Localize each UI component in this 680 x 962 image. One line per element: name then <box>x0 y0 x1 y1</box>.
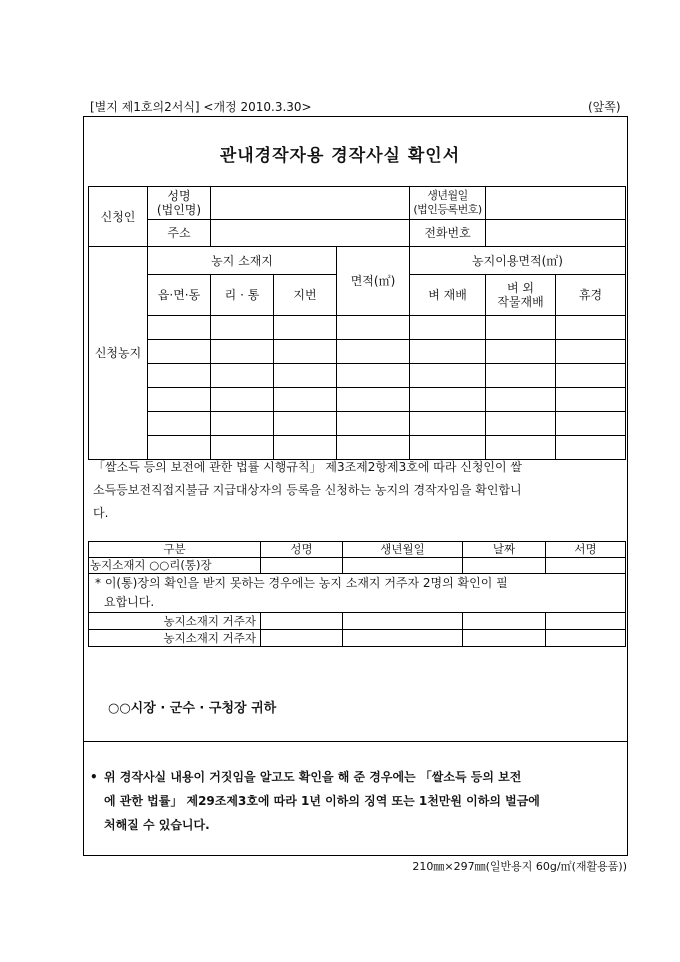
usage-label: 농지이용면적(㎡) <box>410 247 626 275</box>
birth-label-line2: (법인등록번호) <box>413 203 482 216</box>
cell[interactable] <box>486 340 556 364</box>
cell[interactable] <box>337 412 410 436</box>
cell[interactable] <box>274 364 337 388</box>
resident-label: 농지소재지 거주자 <box>89 630 261 647</box>
cell[interactable] <box>211 412 274 436</box>
cell[interactable] <box>556 316 626 340</box>
cell[interactable] <box>274 412 337 436</box>
phone-label: 전화번호 <box>410 220 486 247</box>
farmland-row <box>89 340 626 364</box>
birth-label-line1: 생년월일 <box>427 189 468 202</box>
cell[interactable] <box>463 613 546 630</box>
address-value[interactable] <box>211 220 410 247</box>
col-date: 날짜 <box>463 542 546 558</box>
applicant-table <box>88 186 626 460</box>
cell[interactable] <box>556 412 626 436</box>
cell[interactable] <box>261 630 343 647</box>
cell[interactable] <box>486 316 556 340</box>
cell[interactable] <box>148 340 211 364</box>
cell[interactable] <box>274 388 337 412</box>
birth-value[interactable] <box>486 187 626 220</box>
cell[interactable] <box>337 364 410 388</box>
divider <box>83 741 628 742</box>
cell[interactable] <box>211 340 274 364</box>
area-label: 면적(㎡) <box>337 247 410 316</box>
cell[interactable] <box>261 613 343 630</box>
cell[interactable] <box>211 316 274 340</box>
applicant-label: 신청인 <box>89 187 148 247</box>
col-sign: 서명 <box>546 542 626 558</box>
cell[interactable] <box>556 364 626 388</box>
warning <box>90 765 540 837</box>
page-side: (앞쪽) <box>588 100 621 114</box>
cell[interactable] <box>463 630 546 647</box>
cell[interactable] <box>261 558 343 574</box>
cell[interactable] <box>337 340 410 364</box>
cell[interactable] <box>337 388 410 412</box>
statement <box>93 456 522 525</box>
cell[interactable] <box>274 316 337 340</box>
cell[interactable] <box>211 388 274 412</box>
birth-label <box>410 187 486 220</box>
farmland-row <box>89 364 626 388</box>
cell[interactable] <box>343 558 463 574</box>
cell[interactable] <box>486 412 556 436</box>
cell[interactable] <box>486 388 556 412</box>
col-rice: 벼 재배 <box>410 275 486 316</box>
col-jibun: 지번 <box>274 275 337 316</box>
cell[interactable] <box>486 364 556 388</box>
address-label: 주소 <box>148 220 211 247</box>
cell[interactable] <box>410 316 486 340</box>
col-category: 구분 <box>89 542 261 558</box>
confirm-table <box>88 541 626 647</box>
statement-line: 다. <box>93 506 109 520</box>
col-eup: 읍·면·동 <box>148 275 211 316</box>
farmland-label: 신청농지 <box>89 247 148 460</box>
statement-line: 소득등보전직접지불금 지급대상자의 등록을 신청하는 농지의 경작자임을 확인합니 <box>93 483 522 497</box>
farmland-row <box>89 388 626 412</box>
location-label: 농지 소재지 <box>148 247 337 275</box>
cell[interactable] <box>148 388 211 412</box>
farmland-row <box>89 412 626 436</box>
phone-value[interactable] <box>486 220 626 247</box>
statement-line: 「쌀소득 등의 보전에 관한 법률 시행규칙」 제3조제2항제3호에 따라 신청인이 쌀 <box>93 460 522 474</box>
cell[interactable] <box>410 340 486 364</box>
col-ri: 리 · 통 <box>211 275 274 316</box>
cell[interactable] <box>556 340 626 364</box>
resident-label: 농지소재지 거주자 <box>89 613 261 630</box>
cell[interactable] <box>556 436 626 460</box>
col-birth: 생년월일 <box>343 542 463 558</box>
form-id: [별지 제1호의2서식] <개정 2010.3.30> <box>90 100 312 114</box>
cell[interactable] <box>211 364 274 388</box>
note-line: 요합니다. <box>104 595 155 609</box>
note <box>89 574 626 613</box>
cell[interactable] <box>546 558 626 574</box>
paper-spec: 210㎜×297㎜(일반용지 60g/㎡(재활용품)) <box>412 860 627 873</box>
col-other-crops <box>486 275 556 316</box>
cell[interactable] <box>546 630 626 647</box>
col-name: 성명 <box>261 542 343 558</box>
page-title: 관내경작자용 경작사실 확인서 <box>219 146 461 166</box>
note-line: * 이(통)장의 확인을 받지 못하는 경우에는 농지 소재지 거주자 2명의 확인이 필 <box>95 576 508 590</box>
cell[interactable] <box>343 630 463 647</box>
cell[interactable] <box>148 364 211 388</box>
bullet-icon: • <box>90 770 98 784</box>
farmland-row <box>89 316 626 340</box>
cell[interactable] <box>463 558 546 574</box>
name-value[interactable] <box>211 187 410 220</box>
cell[interactable] <box>556 388 626 412</box>
cell[interactable] <box>343 613 463 630</box>
cell[interactable] <box>148 412 211 436</box>
cell[interactable] <box>337 316 410 340</box>
cell[interactable] <box>410 412 486 436</box>
cell[interactable] <box>274 340 337 364</box>
name-label-line2: (법인명) <box>156 203 202 217</box>
col-fallow: 휴경 <box>556 275 626 316</box>
name-label-line1: 성명 <box>167 189 191 203</box>
warning-line: 에 관한 법률」 제29조제3호에 따라 1년 이하의 징역 또는 1천만원 이하의 벌금에 <box>104 794 540 808</box>
addressee: ○○시장 · 군수 · 구청장 귀하 <box>108 701 277 716</box>
col-other-line2: 작물재배 <box>497 295 544 309</box>
warning-line: 처해질 수 있습니다. <box>104 818 210 832</box>
cell[interactable] <box>546 613 626 630</box>
cell[interactable] <box>410 388 486 412</box>
village-head-label: 농지소재지 ○○리(통)장 <box>89 558 261 574</box>
cell[interactable] <box>410 364 486 388</box>
warning-line: 위 경작사실 내용이 거짓임을 알고도 확인을 해 준 경우에는 「쌀소득 등의 보전 <box>104 770 522 784</box>
name-label <box>148 187 211 220</box>
col-other-line1: 벼 외 <box>507 281 535 295</box>
cell[interactable] <box>148 316 211 340</box>
